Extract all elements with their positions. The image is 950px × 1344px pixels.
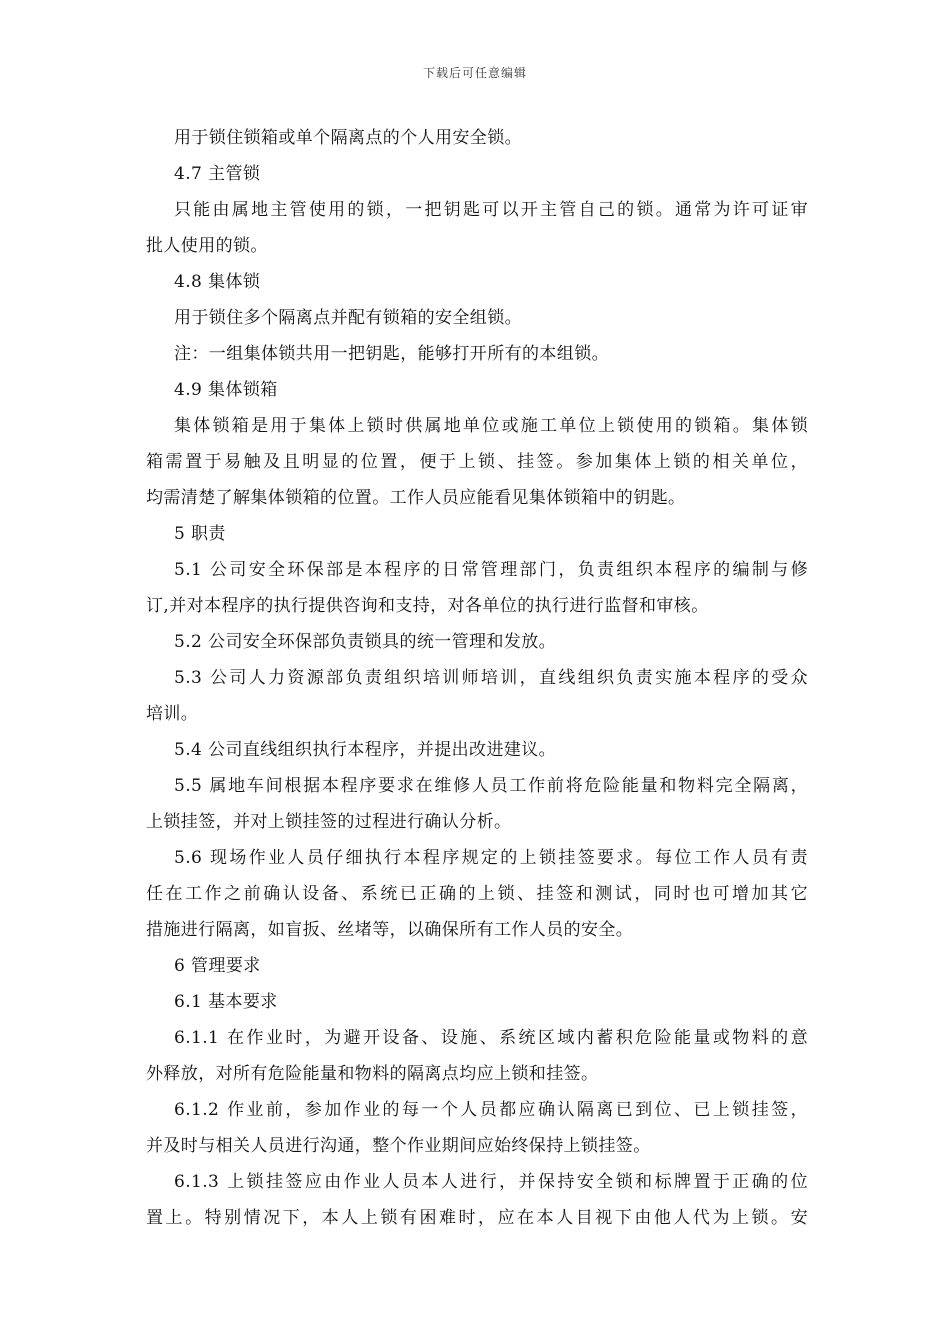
document-body xyxy=(146,120,808,1236)
text-line: 置上。特别情况下，本人上锁有困难时，应在本人目视下由他人代为上锁。安 xyxy=(146,1208,808,1228)
text-line: 5.3 公司人力资源部负责组织培训师培训，直线组织负责实施本程序的受众 xyxy=(174,668,808,688)
text-line: 6.1 基本要求 xyxy=(174,992,278,1012)
page-header-note: 下载后可任意编辑 xyxy=(422,66,527,80)
text-line: 注：一组集体锁共用一把钥匙，能够打开所有的本组锁。 xyxy=(174,344,609,364)
text-line: 外释放，对所有危险能量和物料的隔离点均应上锁和挂签。 xyxy=(146,1064,599,1084)
text-line: 用于锁住锁箱或单个隔离点的个人用安全锁。 xyxy=(174,128,522,148)
text-line: 箱需置于易触及且明显的位置，便于上锁、挂签。参加集体上锁的相关单位， xyxy=(146,452,808,472)
text-line: 6.1.3 上锁挂签应由作业人员本人进行，并保持安全锁和标牌置于正确的位 xyxy=(174,1172,808,1192)
text-line: 均需清楚了解集体锁箱的位置。工作人员应能看见集体锁箱中的钥匙。 xyxy=(146,488,686,508)
text-line: 5.6 现场作业人员仔细执行本程序规定的上锁挂签要求。每位工作人员有责 xyxy=(174,848,808,868)
text-line: 5.4 公司直线组织执行本程序，并提出改进建议。 xyxy=(174,740,557,760)
text-line: 批人使用的锁。 xyxy=(146,236,268,256)
text-line: 措施进行隔离，如盲扳、丝堵等，以确保所有工作人员的安全。 xyxy=(146,920,634,940)
text-line: 6.1.1 在作业时，为避开设备、设施、系统区域内蓄积危险能量或物料的意 xyxy=(174,1028,808,1048)
text-line: 上锁挂签，并对上锁挂签的过程进行确认分析。 xyxy=(146,812,512,832)
text-line: 5 职责 xyxy=(174,524,226,544)
text-line: 4.7 主管锁 xyxy=(174,164,261,184)
text-line: 4.8 集体锁 xyxy=(174,272,261,292)
text-line: 6.1.2 作业前，参加作业的每一个人员都应确认隔离已到位、已上锁挂签， xyxy=(174,1100,808,1120)
text-line: 只能由属地主管使用的锁，一把钥匙可以开主管自己的锁。通常为许可证审 xyxy=(174,200,808,220)
text-line: 5.2 公司安全环保部负责锁具的统一管理和发放。 xyxy=(174,632,557,652)
text-line: 5.5 属地车间根据本程序要求在维修人员工作前将危险能量和物料完全隔离， xyxy=(174,776,808,796)
text-line: 6 管理要求 xyxy=(174,956,261,976)
text-line: 用于锁住多个隔离点并配有锁箱的安全组锁。 xyxy=(174,308,522,328)
text-line: 订,并对本程序的执行提供咨询和支持，对各单位的执行进行监督和审核。 xyxy=(146,596,709,616)
text-line: 4.9 集体锁箱 xyxy=(174,380,278,400)
text-line: 5.1 公司安全环保部是本程序的日常管理部门，负责组织本程序的编制与修 xyxy=(174,560,808,580)
text-line: 培训。 xyxy=(146,704,199,724)
text-line: 集体锁箱是用于集体上锁时供属地单位或施工单位上锁使用的锁箱。集体锁 xyxy=(174,416,808,436)
text-line: 任在工作之前确认设备、系统已正确的上锁、挂签和测试，同时也可增加其它 xyxy=(146,884,808,904)
text-line: 并及时与相关人员进行沟通，整个作业期间应始终保持上锁挂签。 xyxy=(146,1136,651,1156)
